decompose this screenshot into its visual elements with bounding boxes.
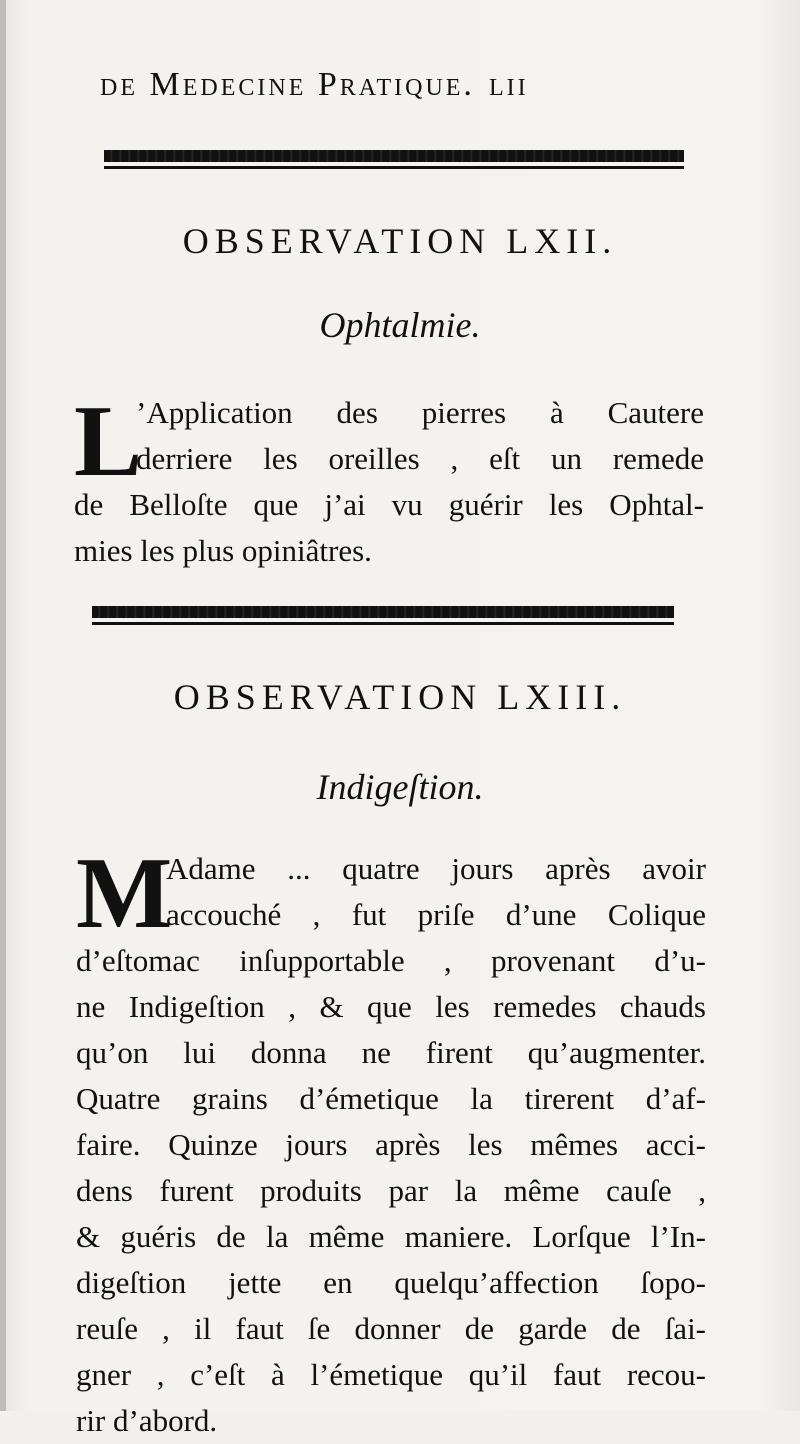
text-line: & guéris de la même maniere. Lorſque l’In- [76, 1219, 706, 1254]
text-line: faire. Quinze jours après les mêmes acci- [76, 1127, 706, 1162]
observation-subtitle: Ophtalmie. [319, 305, 481, 345]
observation-subtitle: Indigeſtion. [316, 767, 484, 807]
text-line: Quatre grains d’émetique la tirerent d’af- [76, 1081, 706, 1116]
observation-paragraph [74, 385, 704, 574]
rule-thick-band [104, 150, 684, 162]
rule-thick-band [92, 606, 674, 618]
page-number: lii [488, 66, 529, 103]
text-line: Adame ... quatre jours après avoir [166, 851, 706, 886]
text-line: reuſe , il faut ſe donner de garde de ſai- [76, 1311, 706, 1346]
ornamental-rule [92, 606, 674, 628]
drop-cap: L [74, 385, 143, 498]
drop-cap: M [76, 837, 173, 950]
rule-thin-line [92, 622, 674, 625]
observation-paragraph [76, 837, 706, 1444]
observation-title: OBSERVATION LXIII. [173, 677, 627, 717]
rule-thin-line [104, 166, 684, 169]
ornamental-rule [104, 150, 684, 172]
text-line: digeſtion jette en quelqu’affection ſopo- [76, 1265, 706, 1300]
running-head [100, 66, 700, 104]
text-line: gner , c’eſt à l’émetique qu’il faut recou- [76, 1357, 706, 1392]
text-line: ne Indigeſtion , & que les remedes chauds [76, 989, 706, 1024]
observation-title: OBSERVATION LXII. [182, 221, 618, 261]
text-line: mies les plus opiniâtres. [74, 533, 372, 568]
text-line: ’Application des pierres à Cautere [136, 395, 704, 430]
text-line: derriere les oreilles , eſt un remede [136, 441, 704, 476]
text-line: accouché , fut priſe d’une Colique [166, 897, 706, 932]
running-head-title: de Medecine Pratique. [100, 66, 475, 103]
text-line: rir d’abord. [76, 1403, 218, 1438]
text-line: qu’on lui donna ne firent qu’augmenter. [76, 1035, 706, 1070]
text-line: de Belloſte que j’ai vu guérir les Ophtal- [74, 487, 704, 522]
text-line: d’eſtomac inſupportable , provenant d’u- [76, 943, 706, 978]
text-line: dens furent produits par la même cauſe , [76, 1173, 706, 1208]
